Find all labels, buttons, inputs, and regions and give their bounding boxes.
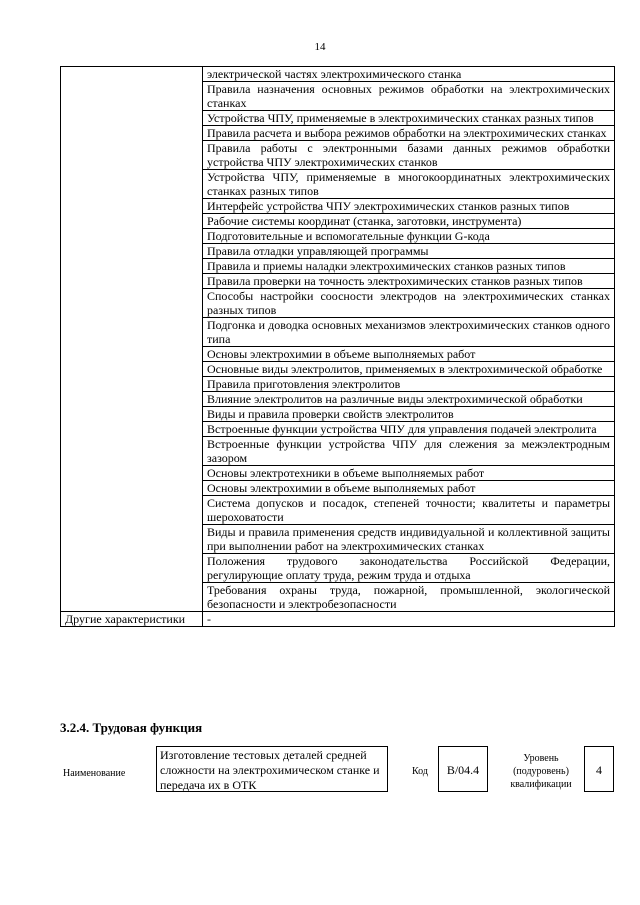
knowledge-item: Виды и правила проверки свойств электролитов <box>203 407 615 422</box>
knowledge-item: Правила назначения основных режимов обработки на электрохимических станках <box>203 82 615 111</box>
knowledge-item: Правила проверки на точность электрохимических станков разных типов <box>203 274 615 289</box>
knowledge-item: Основы электрохимии в объеме выполняемых работ <box>203 347 615 362</box>
qualification-level-label: Уровень (подуровень) квалификации <box>510 753 572 790</box>
other-characteristics-row <box>61 612 615 627</box>
knowledge-item: Требования охраны труда, пожарной, промышленной, экологической безопасности и электробезопасности <box>203 583 615 612</box>
knowledge-item: Способы настройки соосности электродов на электрохимических станках разных типов <box>203 289 615 318</box>
function-name-value: Изготовление тестовых деталей средней сложности на электрохимическом станке и передача их в ОТК <box>156 746 388 792</box>
requirements-table <box>60 66 615 627</box>
other-characteristics-value: - <box>203 612 615 627</box>
name-label: Наименование <box>63 768 126 779</box>
knowledge-item: Встроенные функции устройства ЧПУ для слежения за межэлектродным зазором <box>203 437 615 466</box>
knowledge-item: Правила приготовления электролитов <box>203 377 615 392</box>
knowledge-item: Основы электрохимии в объеме выполняемых работ <box>203 481 615 496</box>
knowledge-item: Встроенные функции устройства ЧПУ для управления подачей электролита <box>203 422 615 437</box>
knowledge-item: Основы электротехники в объеме выполняемых работ <box>203 466 615 481</box>
knowledge-item: Подготовительные и вспомогательные функции G-кода <box>203 229 615 244</box>
section-heading: 3.2.4. Трудовая функция <box>60 720 203 735</box>
qualification-level-value: 4 <box>584 746 614 792</box>
knowledge-item: электрической частях электрохимического станка <box>203 67 615 82</box>
knowledge-item: Правила отладки управляющей программы <box>203 244 615 259</box>
knowledge-item: Основные виды электролитов, применяемых в электрохимической обработке <box>203 362 615 377</box>
knowledge-item: Подгонка и доводка основных механизмов электрохимических станков одного типа <box>203 318 615 347</box>
knowledge-item: Правила расчета и выбора режимов обработки на электрохимических станках <box>203 126 615 141</box>
knowledge-item: Устройства ЧПУ, применяемые в многокоординатных электрохимических станках разных типов <box>203 170 615 199</box>
left-column-cell <box>61 67 203 612</box>
knowledge-item: Правила и приемы наладки электрохимических станков разных типов <box>203 259 615 274</box>
page-number: 14 <box>314 41 326 53</box>
code-label: Код <box>412 766 428 777</box>
knowledge-item: Система допусков и посадок, степеней точности; квалитеты и параметры шероховатости <box>203 496 615 525</box>
knowledge-item: Устройства ЧПУ, применяемые в электрохимических станках разных типов <box>203 111 615 126</box>
knowledge-item: Интерфейс устройства ЧПУ электрохимических станков разных типов <box>203 199 615 214</box>
function-code-value: B/04.4 <box>438 746 488 792</box>
knowledge-item: Влияние электролитов на различные виды электрохимической обработки <box>203 392 615 407</box>
table-row <box>61 67 615 82</box>
knowledge-item: Правила работы с электронными базами данных режимов обработки устройства ЧПУ электрохимических станков <box>203 141 615 170</box>
other-characteristics-label: Другие характеристики <box>61 612 203 627</box>
knowledge-item: Положения трудового законодательства Российской Федерации, регулирующие оплату труда, режим труда и отдыха <box>203 554 615 583</box>
knowledge-item: Рабочие системы координат (станка, заготовки, инструмента) <box>203 214 615 229</box>
knowledge-item: Виды и правила применения средств индивидуальной и коллективной защиты при выполнении работ на электрохимических станках <box>203 525 615 554</box>
